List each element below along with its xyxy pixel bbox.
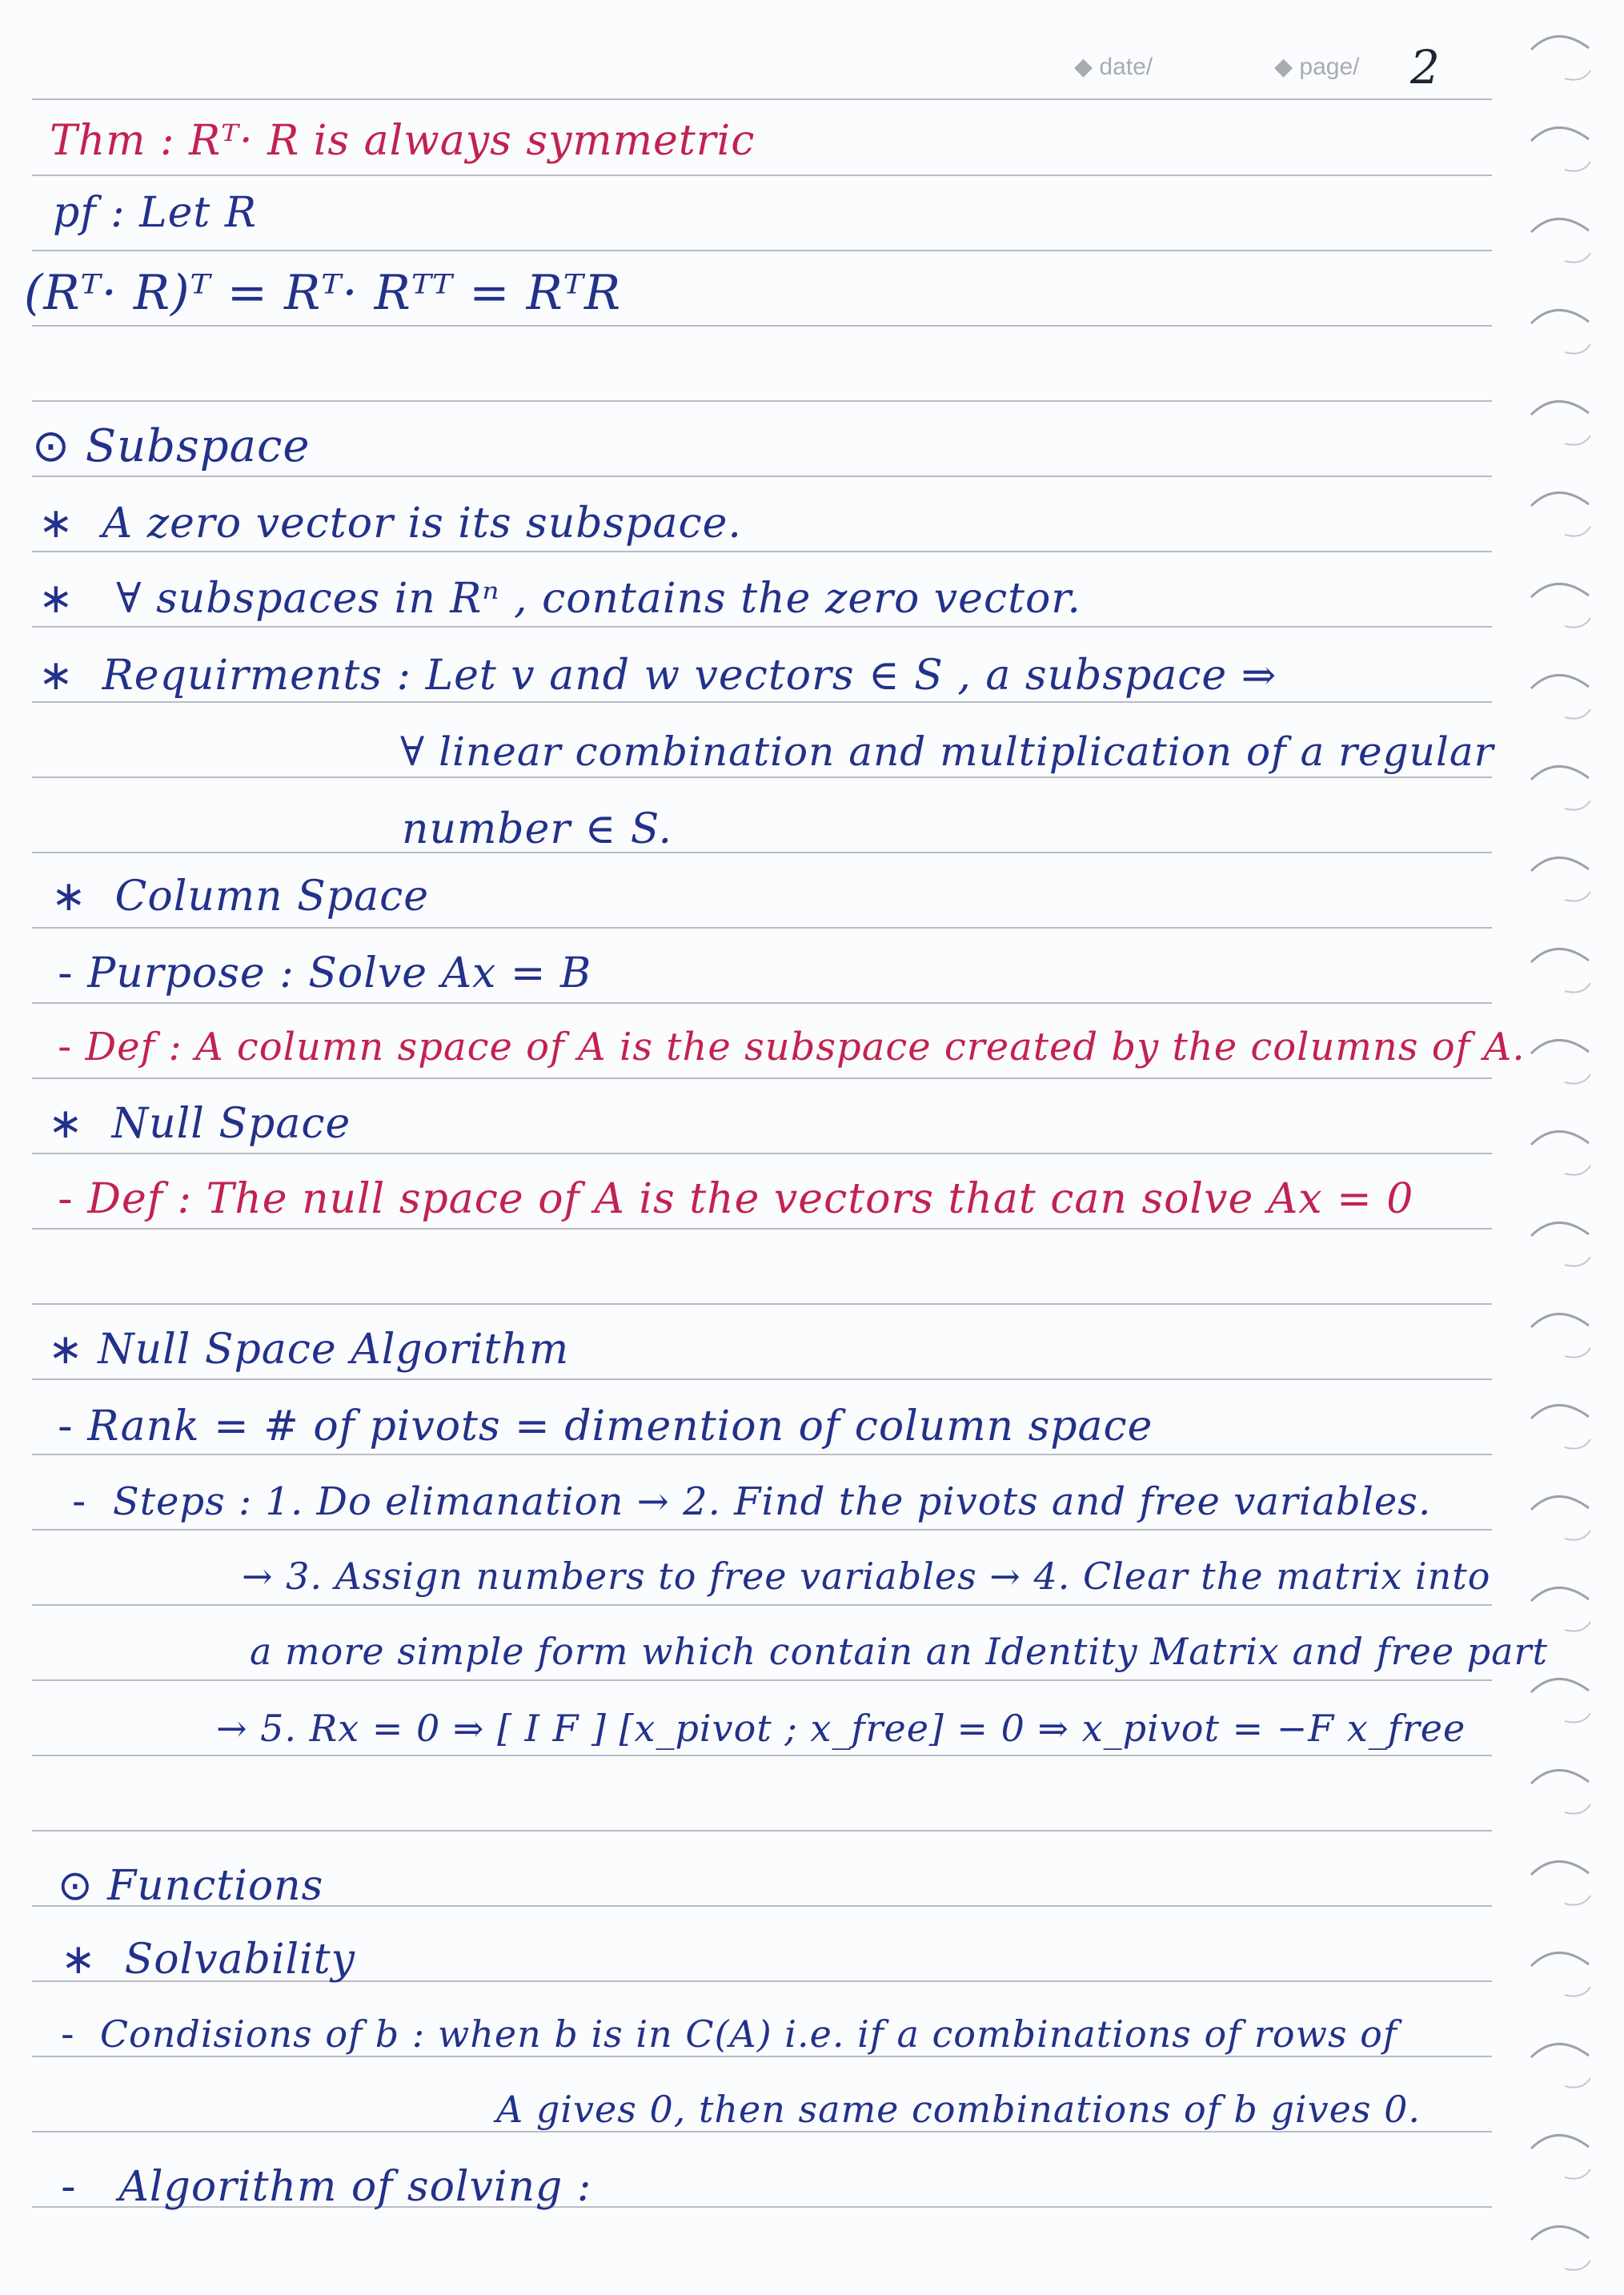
note-line-4 [32, 420, 311, 472]
asterisk-icon: ∗ [51, 873, 87, 921]
note-line-13 [48, 1100, 351, 1148]
binder-ring-icon [1531, 1496, 1589, 1510]
dash-icon: - [61, 2012, 75, 2056]
binder-ring-icon [1531, 1679, 1589, 1692]
ruled-line [32, 2131, 1492, 2133]
binder-ring-icon [1531, 584, 1589, 597]
note-line-8 [400, 728, 1494, 775]
dash-icon: - [58, 1025, 73, 1069]
dash-icon: - [72, 1479, 87, 1524]
note-line-9 [402, 805, 673, 853]
asterisk-icon: ∗ [48, 1326, 84, 1374]
binder-ring-shadow-icon [1565, 983, 1590, 993]
ruled-line [32, 1830, 1492, 1832]
note-line-21 [58, 1862, 324, 1910]
note-text: Algorithm of solving : [118, 2163, 592, 2211]
ruled-line [32, 1604, 1492, 1606]
asterisk-icon: ∗ [38, 500, 74, 548]
section-heading-subspace: Subspace [85, 420, 311, 472]
ruled-line [32, 1755, 1492, 1756]
bullet-circle-icon: ⊙ [58, 1862, 94, 1910]
note-line-15 [48, 1326, 570, 1374]
binder-ring-shadow-icon [1565, 162, 1590, 171]
note-line-12 [58, 1025, 1526, 1069]
date-label: ◆ date/ [1074, 54, 1153, 80]
note-line-14 [58, 1175, 1414, 1223]
ruled-line [32, 400, 1492, 402]
dash-icon: - [58, 1175, 74, 1223]
binder-ring-icon [1531, 36, 1589, 50]
ruled-line [32, 250, 1492, 251]
binder-ring-icon [1531, 1131, 1589, 1145]
binder-ring-icon [1531, 1405, 1589, 1418]
note-line-1 [50, 117, 756, 165]
ruled-line [32, 776, 1492, 778]
page-number: 2 [1410, 40, 1440, 94]
note-line-2 [53, 189, 257, 237]
binder-ring-shadow-icon [1565, 527, 1590, 536]
theorem-statement: Thm : Rᵀ· R is always symmetric [50, 117, 756, 165]
ruled-line [32, 927, 1492, 929]
note-text: Rank = # of pivots = dimention of column space [87, 1402, 1153, 1450]
note-line-18 [242, 1555, 1491, 1598]
binder-ring-shadow-icon [1565, 709, 1590, 719]
ruled-line [32, 626, 1492, 628]
binder-ring-shadow-icon [1565, 435, 1590, 445]
binder-ring-shadow-icon [1565, 1622, 1590, 1631]
binder-ring-icon [1531, 2135, 1589, 2149]
binder-ring-icon [1531, 1861, 1589, 1875]
note-text: ∀ linear combination and multiplication of a regular [400, 728, 1494, 775]
binder-ring-shadow-icon [1565, 1896, 1590, 1905]
binder-ring-shadow-icon [1565, 2169, 1590, 2179]
section-heading-column-space: Column Space [114, 873, 429, 921]
binder-ring-shadow-icon [1565, 1166, 1590, 1175]
note-line-11 [58, 949, 592, 997]
ruled-line [32, 1228, 1492, 1230]
algorithm-steps: Steps : 1. Do elimanation → 2. Find the pivots and free variables. [112, 1479, 1432, 1524]
binder-ring-shadow-icon [1565, 1713, 1590, 1723]
ruled-line [32, 1529, 1492, 1531]
bullet-circle-icon: ⊙ [32, 420, 70, 472]
section-heading-solvability: Solvability [124, 1936, 356, 1984]
ruled-line [32, 1378, 1492, 1380]
note-text: A zero vector is its subspace. [102, 500, 742, 548]
note-text: A gives 0, then same combinations of b gives 0. [496, 2088, 1421, 2131]
ruled-line [32, 701, 1492, 703]
binder-ring-shadow-icon [1565, 1348, 1590, 1358]
note-text: number ∈ S. [402, 805, 673, 853]
binder-ring-shadow-icon [1565, 344, 1590, 354]
binder-ring-icon [1531, 675, 1589, 688]
ruled-line [32, 98, 1492, 100]
note-line-24 [496, 2088, 1421, 2131]
dash-icon: - [58, 949, 74, 997]
binder-ring-icon [1531, 1587, 1589, 1601]
binder-ring-icon [1531, 1952, 1589, 1966]
ruled-line [32, 1002, 1492, 1004]
binder-ring-icon [1531, 2226, 1589, 2240]
ruled-line [32, 1303, 1492, 1305]
binder-ring-icon [1531, 219, 1589, 232]
binder-ring-icon [1531, 492, 1589, 506]
binder-ring-shadow-icon [1565, 800, 1590, 810]
binder-ring-icon [1531, 1222, 1589, 1236]
algorithm-steps: a more simple form which contain an Identity Matrix and free part [250, 1630, 1549, 1673]
section-heading-functions: Functions [107, 1862, 324, 1910]
binder-ring-shadow-icon [1565, 1531, 1590, 1540]
section-heading-null-space-algorithm: Null Space Algorithm [98, 1326, 570, 1374]
binder-ring-shadow-icon [1565, 1987, 1590, 1996]
ruled-line [32, 175, 1492, 176]
note-line-22 [61, 1936, 356, 1984]
proof-equation: (Rᵀ· R)ᵀ = Rᵀ· Rᵀᵀ = RᵀR [24, 265, 622, 321]
ruled-line [32, 475, 1492, 477]
ruled-line [32, 2056, 1492, 2057]
note-line-16 [58, 1402, 1153, 1450]
note-line-20 [216, 1707, 1466, 1750]
definition-column-space: Def : A column space of A is the subspace created by the columns of A. [85, 1025, 1526, 1069]
note-text: Purpose : Solve Ax = B [87, 949, 592, 997]
page-label: ◆ page/ [1274, 54, 1360, 80]
binder-ring-shadow-icon [1565, 892, 1590, 901]
asterisk-icon: ∗ [61, 1936, 97, 1984]
note-line-25 [61, 2163, 592, 2211]
note-line-3 [24, 265, 622, 321]
dash-icon: - [58, 1402, 74, 1450]
dash-icon: - [61, 2163, 77, 2211]
section-heading-null-space: Null Space [111, 1100, 351, 1148]
note-line-23 [61, 2012, 1397, 2056]
asterisk-icon: ∗ [38, 652, 74, 700]
binder-ring-shadow-icon [1565, 618, 1590, 628]
binder-ring-icon [1531, 127, 1589, 141]
note-text: Requirments : Let v and w vectors ∈ S , a subspace ⇒ [102, 652, 1277, 700]
algorithm-steps: → 3. Assign numbers to free variables → 4. Clear the matrix into [242, 1555, 1491, 1598]
binder-ring-icon [1531, 949, 1589, 962]
binder-ring-shadow-icon [1565, 253, 1590, 263]
ruled-line [32, 551, 1492, 552]
binder-ring-shadow-icon [1565, 1804, 1590, 1814]
definition-null-space: Def : The null space of A is the vectors that can solve Ax = 0 [87, 1175, 1414, 1223]
binder-ring-shadow-icon [1565, 2078, 1590, 2088]
binder-ring-icon [1531, 766, 1589, 780]
binder-ring-shadow-icon [1565, 2261, 1590, 2270]
note-line-7 [38, 652, 1277, 700]
note-line-19 [250, 1630, 1549, 1673]
ruled-line [32, 1454, 1492, 1455]
asterisk-icon: ∗ [38, 575, 74, 623]
binder-ring-icon [1531, 401, 1589, 415]
proof-intro: pf : Let R [53, 189, 257, 237]
note-line-17 [72, 1479, 1432, 1524]
ruled-line [32, 852, 1492, 853]
binder-ring-icon [1531, 310, 1589, 323]
note-line-10 [51, 873, 429, 921]
binder-ring-shadow-icon [1565, 70, 1590, 80]
ruled-line [32, 1077, 1492, 1079]
binder-ring-shadow-icon [1565, 1439, 1590, 1449]
note-text: Condisions of b : when b is in C(A) i.e. if a combinations of rows of [99, 2012, 1397, 2056]
note-text: ∀ subspaces in Rⁿ , contains the zero vector. [116, 575, 1081, 623]
binder-ring-shadow-icon [1565, 1257, 1590, 1266]
note-line-6 [38, 575, 1081, 623]
binder-rings [1525, 0, 1597, 2295]
binder-ring-icon [1531, 1314, 1589, 1327]
asterisk-icon: ∗ [48, 1100, 84, 1148]
ruled-line [32, 325, 1492, 327]
ruled-line [32, 1153, 1492, 1154]
binder-ring-shadow-icon [1565, 1074, 1590, 1084]
algorithm-steps: → 5. Rx = 0 ⇒ [ I F ] [x_pivot ; x_free] = 0 ⇒ x_pivot = −F x_free [216, 1707, 1466, 1750]
binder-ring-icon [1531, 1770, 1589, 1783]
note-line-5 [38, 500, 742, 548]
binder-ring-icon [1531, 2044, 1589, 2057]
binder-ring-icon [1531, 857, 1589, 871]
ruled-line [32, 1679, 1492, 1681]
binder-ring-icon [1531, 1040, 1589, 1053]
